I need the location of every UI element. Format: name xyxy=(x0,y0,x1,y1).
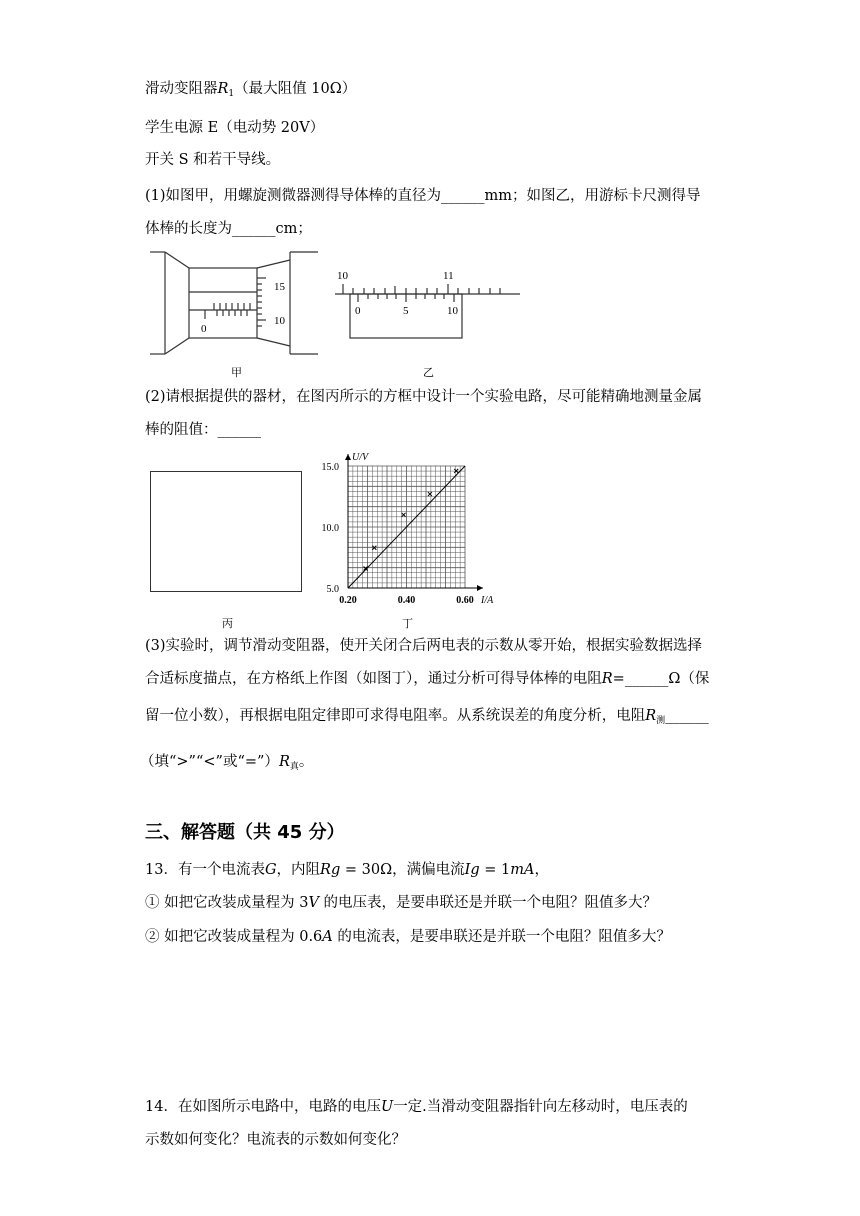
q3c-text: 留一位小数），再根据电阻定律即可求得电阻率。从系统误差的角度分析，电阻 xyxy=(145,708,646,724)
y-tick-label: 10.0 xyxy=(321,523,339,534)
q3d-end: 。 xyxy=(298,754,314,770)
caliper-vernier-10: 10 xyxy=(447,305,458,317)
data-point xyxy=(402,513,406,517)
r-true-subscript: 真 xyxy=(289,762,299,772)
q3b-blank: =______Ω（保 xyxy=(612,671,710,687)
rheostat-spec: （最大阻值 10Ω） xyxy=(234,81,357,97)
ig-value: = 1 xyxy=(479,862,511,878)
question-2-line-a: (2)请根据提供的器材，在图丙所示的方框中设计一个实验电路，尽可能精确地测量金属 xyxy=(145,389,703,405)
figure-ding-caption: 丁 xyxy=(402,617,413,630)
r-symbol: R xyxy=(601,671,613,687)
x-tick-label: 0.40 xyxy=(397,595,416,606)
caliper-vernier-5: 5 xyxy=(403,305,409,317)
question-3-line-a: (3)实验时，调节滑动变阻器，使开关闭合后两电表的示数从零开始，根据实验数据选择 xyxy=(145,638,703,654)
question-3-line-d xyxy=(140,753,313,776)
caliper-main-11: 11 xyxy=(443,270,454,282)
q13c-text: ② 如把它改装成量程为 0.6 xyxy=(145,929,323,945)
text-line-power: 学生电源 E（电动势 20V） xyxy=(145,120,325,136)
r-measured-symbol: R xyxy=(645,708,657,724)
question-14-line-b: 示数如何变化？电流表的示数如何变化？ xyxy=(145,1132,406,1148)
figure-jia-caption: 甲 xyxy=(231,366,242,379)
question-14-line-a xyxy=(145,1098,688,1116)
x-tick-label: 0.20 xyxy=(339,595,357,606)
ui-chart xyxy=(310,450,510,610)
u-symbol: U xyxy=(380,1099,394,1115)
micrometer-label-15: 15 xyxy=(274,281,285,293)
volt-unit: V xyxy=(308,895,319,911)
rg-value: = 30Ω xyxy=(340,862,393,878)
r1-subscript: 1 xyxy=(228,89,235,99)
text-line-rheostat xyxy=(145,80,356,103)
caliper-figure xyxy=(330,266,525,346)
galvanometer-symbol: G xyxy=(264,862,277,878)
micrometer-figure xyxy=(140,248,330,358)
micrometer-zero-label: 0 xyxy=(201,323,207,335)
caliper-main-10: 10 xyxy=(337,270,348,282)
data-point xyxy=(372,546,376,550)
q13c-post: 的电流表，是要串联还是并联一个电阻？阻值多大？ xyxy=(332,929,671,945)
section-title: 三、解答题（共 45 分） xyxy=(145,822,345,843)
question-3-line-b xyxy=(145,670,709,688)
figure-yi-caption: 乙 xyxy=(423,366,434,379)
question-13-line-a xyxy=(145,861,549,879)
rheostat-label: 滑动变阻器 xyxy=(145,81,218,97)
y-axis-arrow xyxy=(345,454,351,460)
q3d-text: （填“>”“<”或“=”） xyxy=(140,754,279,770)
ig-symbol: Ig xyxy=(464,862,480,878)
q3b-text: 合适标度描点，在方格纸上作图（如图丁），通过分析可得导体棒的电阻 xyxy=(145,671,602,687)
question-2-line-b: 棒的阻值：______ xyxy=(145,422,261,438)
q13b-text: ① 如把它改装成量程为 3 xyxy=(145,895,309,911)
question-3-line-c xyxy=(145,707,709,730)
q13-mid: ，内阻 xyxy=(276,862,321,878)
data-point xyxy=(428,492,432,496)
q13b-post: 的电压表，是要串联还是并联一个电阻？阻值多大？ xyxy=(318,895,658,911)
q14-post: 一定.当滑动变阻器指针向左移动时，电压表的 xyxy=(393,1099,688,1115)
caliper-vernier-0: 0 xyxy=(355,305,361,317)
q13-end: ， xyxy=(534,862,549,878)
y-tick-label: 15.0 xyxy=(321,462,339,473)
question-1-line-a: (1)如图甲，用螺旋测微器测得导体棒的直径为______mm；如图乙，用游标卡尺测得导 xyxy=(145,188,701,204)
ma-unit: mA xyxy=(510,862,535,878)
r1-symbol: R xyxy=(217,81,229,97)
q13-text: 13．有一个电流表 xyxy=(145,862,265,878)
question-13-line-c xyxy=(145,928,671,946)
x-axis-label: I/A xyxy=(481,595,494,606)
micrometer-label-10: 10 xyxy=(274,315,285,327)
r-measured-subscript: 测 xyxy=(656,716,666,726)
x-axis-arrow xyxy=(477,585,483,591)
ampere-unit: A xyxy=(322,929,333,945)
text-line-switch: 开关 S 和若干导线。 xyxy=(145,152,281,168)
y-tick-label: 5.0 xyxy=(326,584,339,595)
q14-text: 14．在如图所示电路中，电路的电压 xyxy=(145,1099,381,1115)
q13-mid2: ，满偏电流 xyxy=(392,862,465,878)
question-1-line-b: 体棒的长度为______cm； xyxy=(145,221,312,237)
y-axis-label: U/V xyxy=(352,452,369,463)
rg-symbol: Rg xyxy=(320,862,341,878)
r-true-symbol: R xyxy=(278,754,290,770)
figure-bing-caption: 丙 xyxy=(222,617,233,630)
circuit-design-box xyxy=(150,471,302,592)
q3c-blank: ______ xyxy=(665,708,709,724)
question-13-line-b xyxy=(145,894,657,912)
x-tick-label: 0.60 xyxy=(456,595,474,606)
